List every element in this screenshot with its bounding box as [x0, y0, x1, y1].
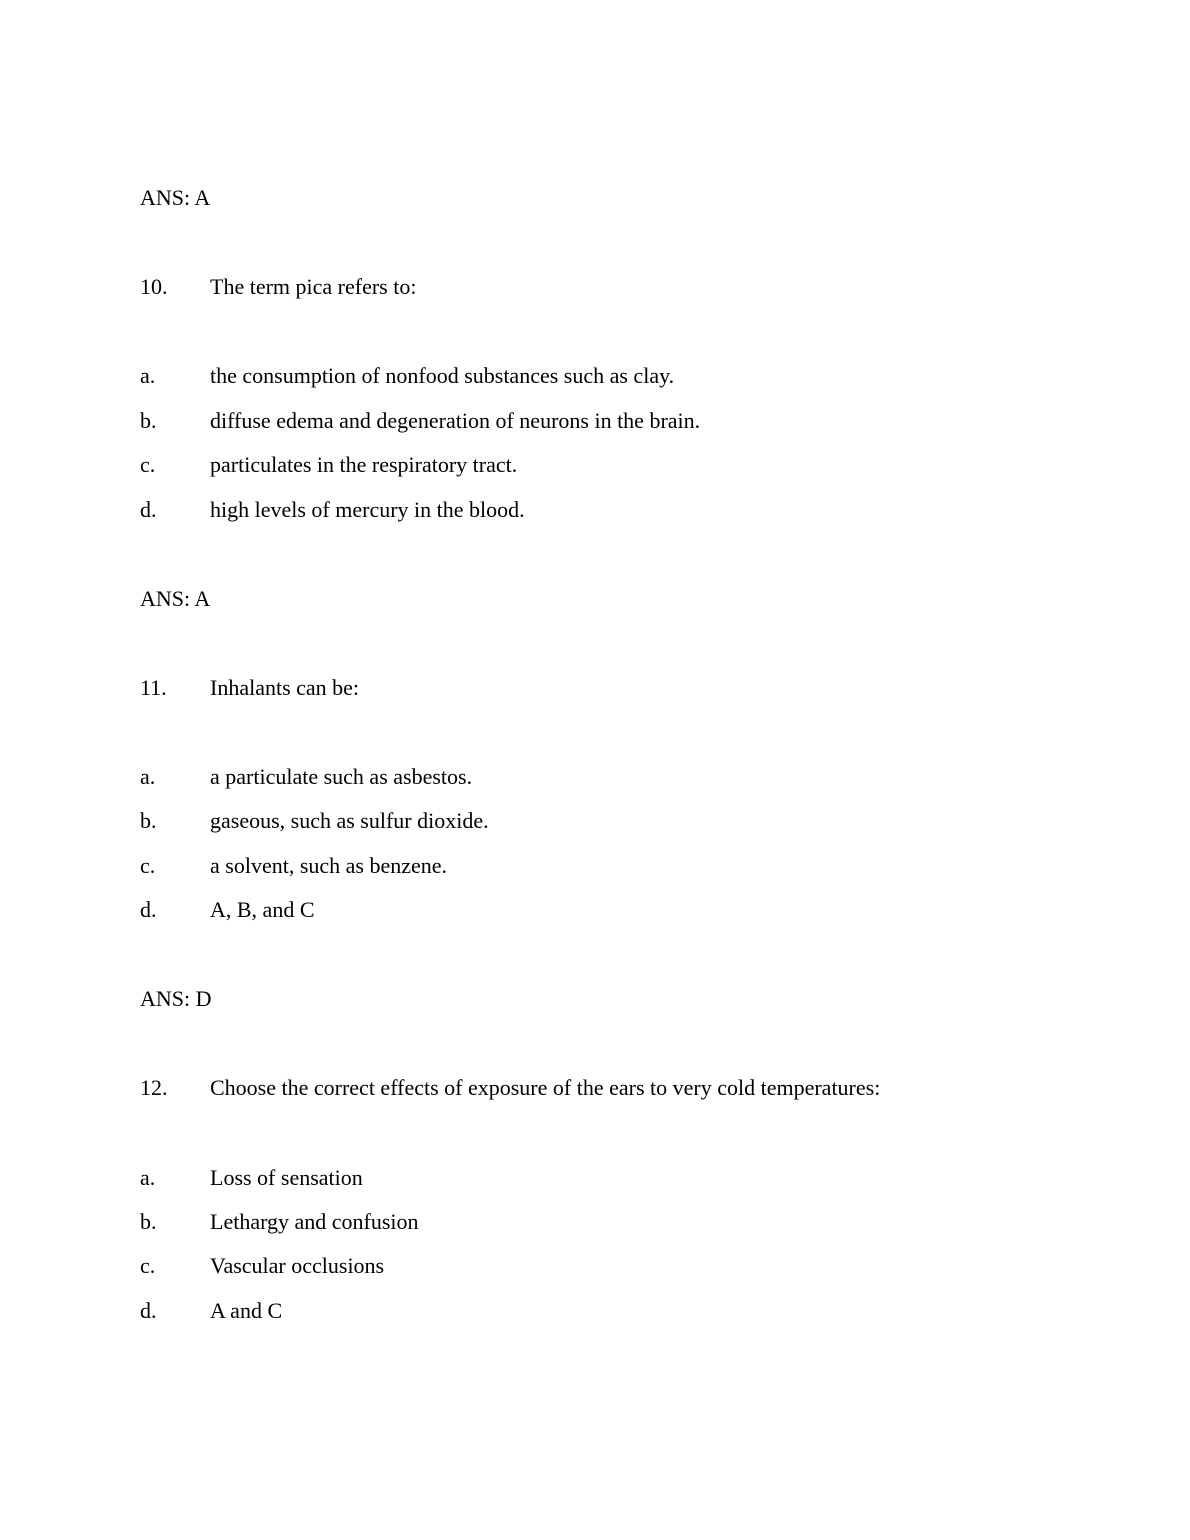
option-text: gaseous, such as sulfur dioxide.	[210, 808, 489, 833]
option-text: Lethargy and confusion	[210, 1209, 419, 1234]
question-number: 11.	[140, 675, 167, 700]
option-text: a particulate such as asbestos.	[210, 764, 473, 789]
answer-q11: ANS: D	[140, 986, 212, 1011]
option-letter: c.	[140, 853, 156, 878]
option-letter: c.	[140, 452, 156, 477]
question-number: 12.	[140, 1075, 168, 1100]
question-number: 10.	[140, 274, 168, 299]
option-letter: a.	[140, 764, 156, 789]
option-letter: c.	[140, 1253, 156, 1278]
answer-prev: ANS: A	[140, 185, 211, 210]
option-letter: a.	[140, 1165, 156, 1190]
option-text: Loss of sensation	[210, 1165, 363, 1190]
option-letter: b.	[140, 408, 157, 433]
option-letter: d.	[140, 897, 157, 922]
option-text: the consumption of nonfood substances such as clay.	[210, 363, 675, 388]
option-text: diffuse edema and degeneration of neurons in the brain.	[210, 408, 701, 433]
option-letter: a.	[140, 363, 156, 388]
option-text: A and C	[210, 1298, 283, 1323]
answer-q10: ANS: A	[140, 586, 211, 611]
option-text: Vascular occlusions	[210, 1253, 385, 1278]
option-letter: b.	[140, 808, 157, 833]
option-text: a solvent, such as benzene.	[210, 853, 448, 878]
option-letter: d.	[140, 497, 157, 522]
option-letter: d.	[140, 1298, 157, 1323]
option-text: high levels of mercury in the blood.	[210, 497, 525, 522]
question-prompt: The term pica refers to:	[210, 274, 417, 299]
question-prompt: Inhalants can be:	[210, 675, 360, 700]
option-text: A, B, and C	[210, 897, 315, 922]
option-text: particulates in the respiratory tract.	[210, 452, 518, 477]
option-letter: b.	[140, 1209, 157, 1234]
question-prompt: Choose the correct effects of exposure of the ears to very cold temperatures:	[210, 1075, 881, 1100]
